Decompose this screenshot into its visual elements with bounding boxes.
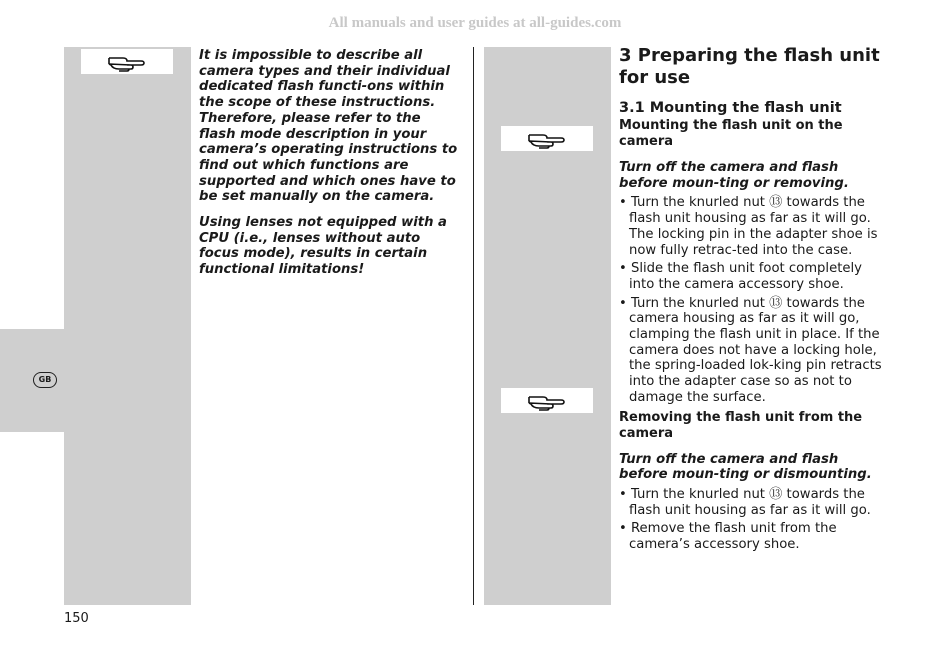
left-margin-column	[64, 47, 191, 605]
warning-remove: Turn off the camera and flash before moun-ting or dismounting.	[619, 451, 872, 483]
note-paragraph-2: Using lenses not equipped with a CPU (i.e., lenses without auto focus mode), results in certain functional limitations!	[199, 215, 447, 278]
note-box-remove	[501, 388, 593, 413]
pointing-hand-icon	[527, 129, 567, 149]
column-divider	[473, 47, 474, 605]
chapter-title: 3 Preparing the flash unit for use	[619, 45, 880, 88]
warning-mount: Turn off the camera and flash before moun-ting or removing.	[619, 160, 849, 191]
left-note-text	[199, 48, 461, 278]
note-box-mount	[501, 126, 593, 151]
language-badge: GB	[33, 372, 57, 388]
note-paragraph-1: It is impossible to describe all camera types and their individual dedicated flash functi-ons within the scope of these instructions. Therefore, please refer to the flash mode description in your camera’s operating instructions to find out which functions are supported and which ones have to be set manually on the camera.	[199, 48, 458, 205]
subsection-remove-title: Removing the flash unit from the camera	[619, 409, 863, 441]
list-item: • Turn the knurled nut ⑬ towards the camera housing as far as it will go, clamping the flash unit in place. If the camera does not have a locking hole, the spring-loaded lok-king pin retracts into the adapter case so as not to damage the surface.	[619, 295, 882, 405]
page-number: 150	[64, 611, 89, 626]
subsection-mount-title: Mounting the flash unit on the camera	[619, 118, 843, 149]
pointing-hand-icon	[107, 52, 147, 72]
right-column-content	[619, 45, 885, 553]
list-item: • Slide the flash unit foot completely into the camera accessory shoe.	[619, 261, 862, 292]
watermark: All manuals and user guides at all-guides.com	[328, 15, 622, 31]
section-title: 3.1 Mounting the flash unit	[619, 100, 842, 116]
list-item: • Turn the knurled nut ⑬ towards the flash unit housing as far as it will go. The locking pin in the adapter shoe is now fully retrac-ted into the case.	[619, 195, 878, 258]
list-item: • Remove the flash unit from the camera’s accessory shoe.	[619, 521, 837, 553]
pointing-hand-icon	[527, 391, 567, 411]
note-box-left	[81, 49, 173, 74]
list-item: • Turn the knurled nut ⑬ towards the flash unit housing as far as it will go.	[619, 486, 871, 518]
